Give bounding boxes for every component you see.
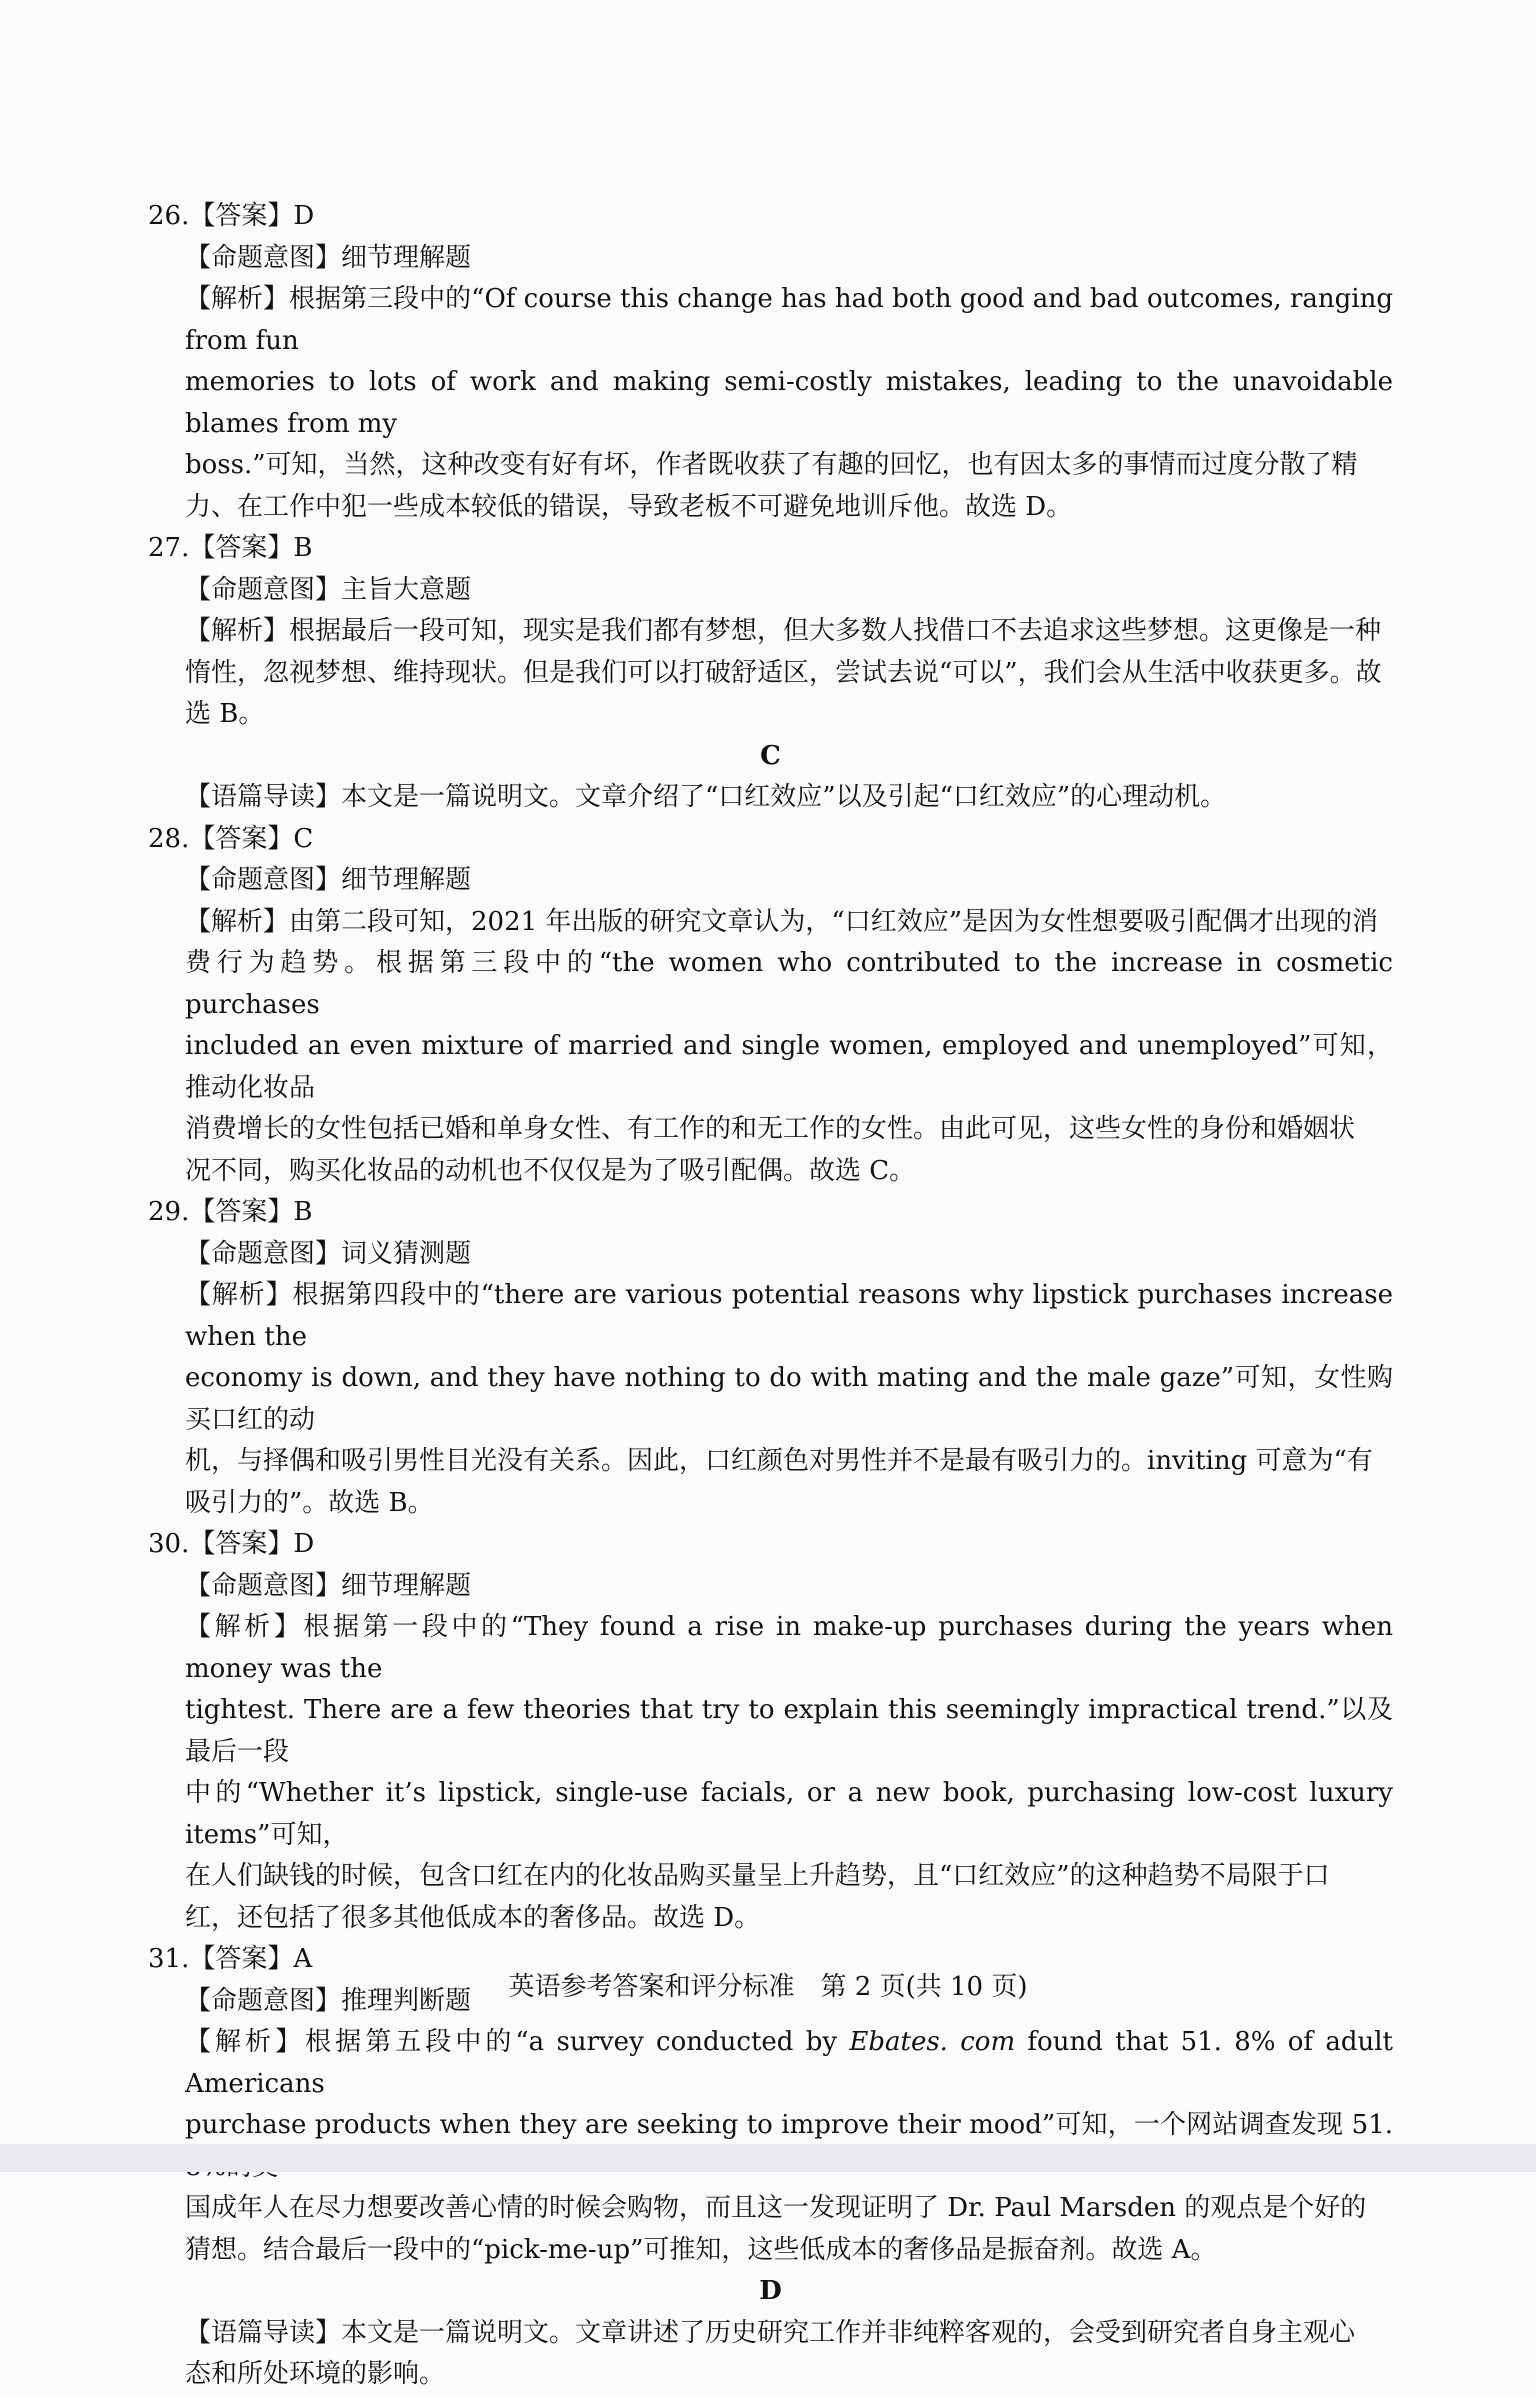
question-27 bbox=[148, 528, 1393, 736]
section-heading-c: C bbox=[760, 740, 781, 771]
analysis-line: 中的“Whether it’s lipstick, single-use facials, or a new book, purchasing low-cost luxury items”可知， bbox=[185, 1778, 1393, 1850]
answer-label: 【答案】D bbox=[189, 1529, 315, 1559]
analysis-line: 【解析】由第二段可知，2021 年出版的研究文章认为，“口红效应”是因为女性想要吸引配偶才出现的消 bbox=[185, 906, 1379, 937]
question-26 bbox=[148, 196, 1393, 528]
analysis-line: 【解析】根据第一段中的“They found a rise in make-up purchases during the years when money was the bbox=[185, 1612, 1393, 1684]
intent-label: 【命题意图】推理判断题 bbox=[185, 1985, 472, 2016]
answer-label: 【答案】A bbox=[189, 1944, 313, 1974]
intent-label: 【命题意图】主旨大意题 bbox=[185, 574, 472, 605]
viewer-bottom-bar bbox=[0, 2144, 1536, 2172]
question-number: 30. bbox=[148, 1529, 190, 1559]
analysis-line: tightest. There are a few theories that try to explain this seemingly impractical trend.”以及最后一段 bbox=[185, 1695, 1393, 1767]
analysis-line: 机，与择偶和吸引男性目光没有关系。因此，口红颜色对男性并不是最有吸引力的。inviting 可意为“有 bbox=[185, 1446, 1373, 1476]
question-number: 29. bbox=[148, 1197, 190, 1227]
analysis-line: 在人们缺钱的时候，包含口红在内的化妆品购买量呈上升趋势，且“口红效应”的这种趋势不局限于口 bbox=[185, 1861, 1330, 1891]
answer-label: 【答案】D bbox=[189, 201, 315, 231]
analysis-line: 【解析】根据最后一段可知，现实是我们都有梦想，但大多数人找借口不去追求这些梦想。这更像是一种 bbox=[185, 616, 1382, 646]
analysis-line: economy is down, and they have nothing to do with mating and the male gaze”可知，女性购买口红的动 bbox=[185, 1363, 1393, 1435]
analysis-line: 猜想。结合最后一段中的“pick-me-up”可推知，这些低成本的奢侈品是振奋剂。故选 A。 bbox=[185, 2234, 1217, 2265]
question-number: 27. bbox=[148, 533, 190, 563]
analysis-line: 国成年人在尽力想要改善心情的时候会购物，而且这一发现证明了 Dr. Paul Marsden 的观点是个好的 bbox=[185, 2193, 1367, 2223]
intent-label: 【命题意图】词义猜测题 bbox=[185, 1238, 472, 1269]
analysis-line: 费行为趋势。根据第三段中的“the women who contributed to the increase in cosmetic purchases bbox=[185, 948, 1393, 1020]
website-name: Ebates. com bbox=[849, 2027, 1016, 2057]
analysis-line: 吸引力的”。故选 B。 bbox=[185, 1487, 434, 1518]
analysis-line bbox=[185, 2022, 1393, 2105]
passage-guide-d-continued: 态和所处环境的影响。 bbox=[185, 2359, 446, 2389]
analysis-line: boss.”可知，当然，这种改变有好有坏，作者既收获了有趣的回忆，也有因太多的事情而过度分散了精 bbox=[185, 450, 1358, 480]
answer-label: 【答案】B bbox=[189, 533, 313, 563]
analysis-line: 力、在工作中犯一些成本较低的错误，导致老板不可避免地训斥他。故选 D。 bbox=[185, 491, 1073, 522]
analysis-line: memories to lots of work and making semi-costly mistakes, leading to the unavoidable blames from my bbox=[185, 367, 1393, 439]
intent-label: 【命题意图】细节理解题 bbox=[185, 1570, 472, 1601]
question-number: 26. bbox=[148, 201, 190, 231]
analysis-line: 惰性，忽视梦想、维持现状。但是我们可以打破舒适区，尝试去说“可以”，我们会从生活中收获更多。故 bbox=[185, 657, 1382, 688]
analysis-text: found that 51. 8% of adult Americans bbox=[185, 2027, 1393, 2099]
analysis-line: 选 B。 bbox=[185, 699, 265, 729]
analysis-line: purchase products when they are seeking to improve their mood”可知，一个网站调查发现 51. bbox=[185, 2110, 1393, 2140]
analysis-line: included an even mixture of married and single women, employed and unemployed”可知，推动化妆品 bbox=[185, 1031, 1393, 1103]
passage-guide-c: 【语篇导读】本文是一篇说明文。文章介绍了“口红效应”以及引起“口红效应”的心理动机。 bbox=[185, 782, 1227, 812]
page-footer: 英语参考答案和评分标准 第 2 页(共 10 页) bbox=[508, 1972, 1028, 2002]
question-number: 28. bbox=[148, 823, 190, 854]
question-30 bbox=[148, 1524, 1393, 1939]
section-heading-d: D bbox=[759, 2276, 782, 2306]
intent-label: 【命题意图】细节理解题 bbox=[185, 242, 472, 273]
question-number: 31. bbox=[148, 1944, 190, 1974]
passage-guide-d: 【语篇导读】本文是一篇说明文。文章讲述了历史研究工作并非纯粹客观的，会受到研究者自身主观心 bbox=[185, 2317, 1356, 2348]
analysis-line: 【解析】根据第四段中的“there are various potential reasons why lipstick purchases increase when the bbox=[185, 1280, 1393, 1352]
question-28 bbox=[148, 819, 1393, 1193]
intent-label: 【命题意图】细节理解题 bbox=[185, 865, 472, 895]
answer-label: 【答案】B bbox=[189, 1197, 313, 1227]
answer-label: 【答案】C bbox=[189, 823, 314, 854]
question-29 bbox=[148, 1192, 1393, 1524]
analysis-line: 况不同，购买化妆品的动机也不仅仅是为了吸引配偶。故选 C。 bbox=[185, 1155, 916, 1186]
analysis-line: 消费增长的女性包括已婚和单身女性、有工作的和无工作的女性。由此可见，这些女性的身份和婚姻状 bbox=[185, 1114, 1356, 1144]
analysis-text: 【解析】根据第五段中的“a survey conducted by bbox=[185, 2027, 850, 2057]
analysis-line: 红，还包括了很多其他低成本的奢侈品。故选 D。 bbox=[185, 1902, 761, 1933]
analysis-line: 【解析】根据第三段中的“Of course this change has had both good and bad outcomes, ranging from fun bbox=[185, 284, 1393, 356]
answer-content bbox=[148, 196, 1393, 2396]
